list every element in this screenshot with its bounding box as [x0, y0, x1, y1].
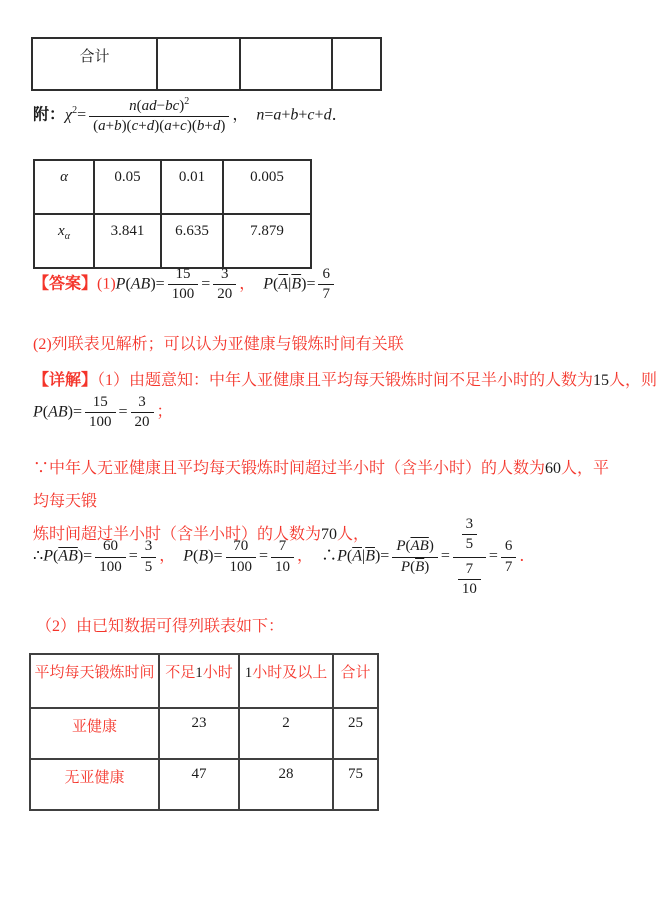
because-line-2: 炼时间超过半小时（含半小时）的人数为70人，	[33, 526, 370, 543]
alpha-value-cell: 0.005	[223, 160, 311, 214]
col-header-under-1h: 不足1小时	[159, 654, 239, 708]
value-cell: 47	[159, 759, 239, 810]
table-row	[34, 160, 311, 214]
alpha-value-cell: 0.01	[161, 160, 223, 214]
because-line-1: ∵中年人无亚健康且平均每天锻炼时间超过半小时（含半小时）的人数为60人，平均每天锻	[33, 460, 610, 510]
table-intro-line: （2）由已知数据可得列联表如下：	[36, 618, 285, 635]
conclusion-line: (2)列联表见解析；可以认为亚健康与锻炼时间有关联	[33, 336, 404, 353]
row-label-not-subhealthy: 无亚健康	[30, 759, 159, 810]
empty-cell	[240, 38, 332, 90]
col-header-over-1h: 1小时及以上	[239, 654, 333, 708]
contingency-table	[29, 653, 379, 811]
detail-line: 【详解】（1）由题意知：中年人亚健康且平均每天锻炼时间不足半小时的人数为15人，则	[33, 372, 657, 389]
therefore-formula: $\therefore P(\overline{AB})=$ $\frac{60}{100}$ = $\frac{3}{5}$ ， P(B)= $\frac{70}{100}$ = $\frac{7}{10}$ ， $\therefore P(\overline{A}|\overline{B})=$ $\frac{P(\overline{AB})}{P(\overline{B})}$ = $\frac{\frac{3}{5}}{\frac{7}{10}}$ = $\frac{6}{7}$ ．	[33, 516, 536, 597]
value-cell: 25	[333, 708, 378, 759]
pab-formula: P(AB)= $\frac{15}{100}$ = $\frac{3}{20}$ ；	[33, 394, 173, 431]
row-label-subhealthy: 亚健康	[30, 708, 159, 759]
empty-cell	[157, 38, 240, 90]
total-row-table	[31, 37, 382, 91]
value-cell: 28	[239, 759, 333, 810]
answer-line: 【答案】(1)P(AB)= $\frac{15}{100}$ = $\frac{3}{20}$ ， $P(\overline{A}|\overline{B})=$ $\frac{6}{7}$	[33, 266, 337, 304]
x-alpha-header-cell: $x_\alpha$	[34, 214, 94, 268]
x-alpha-value-cell: 6.635	[161, 214, 223, 268]
x-alpha-value-cell: 3.841	[94, 214, 161, 268]
table-row	[32, 38, 381, 90]
table-row	[34, 214, 311, 268]
value-cell: 23	[159, 708, 239, 759]
col-header-total: 合计	[333, 654, 378, 708]
table-row-not-subhealthy	[30, 759, 378, 810]
col-header-time: 平均每天锻炼时间	[30, 654, 159, 708]
value-cell: 2	[239, 708, 333, 759]
chi-squared-formula: 附：$\chi^2=$ $\frac{n(ad-bc)^2}{(a+b)(c+d)(a+c)(b+d)}$ ， n=a+b+c+d．	[33, 96, 348, 135]
total-label-cell: 合计	[32, 38, 157, 90]
empty-cell	[332, 38, 381, 90]
alpha-header-cell: α	[34, 160, 94, 214]
x-alpha-value-cell: 7.879	[223, 214, 311, 268]
value-cell: 75	[333, 759, 378, 810]
table-row-subhealthy	[30, 708, 378, 759]
alpha-value-cell: 0.05	[94, 160, 161, 214]
critical-value-table	[33, 159, 312, 269]
header-row	[30, 654, 378, 708]
